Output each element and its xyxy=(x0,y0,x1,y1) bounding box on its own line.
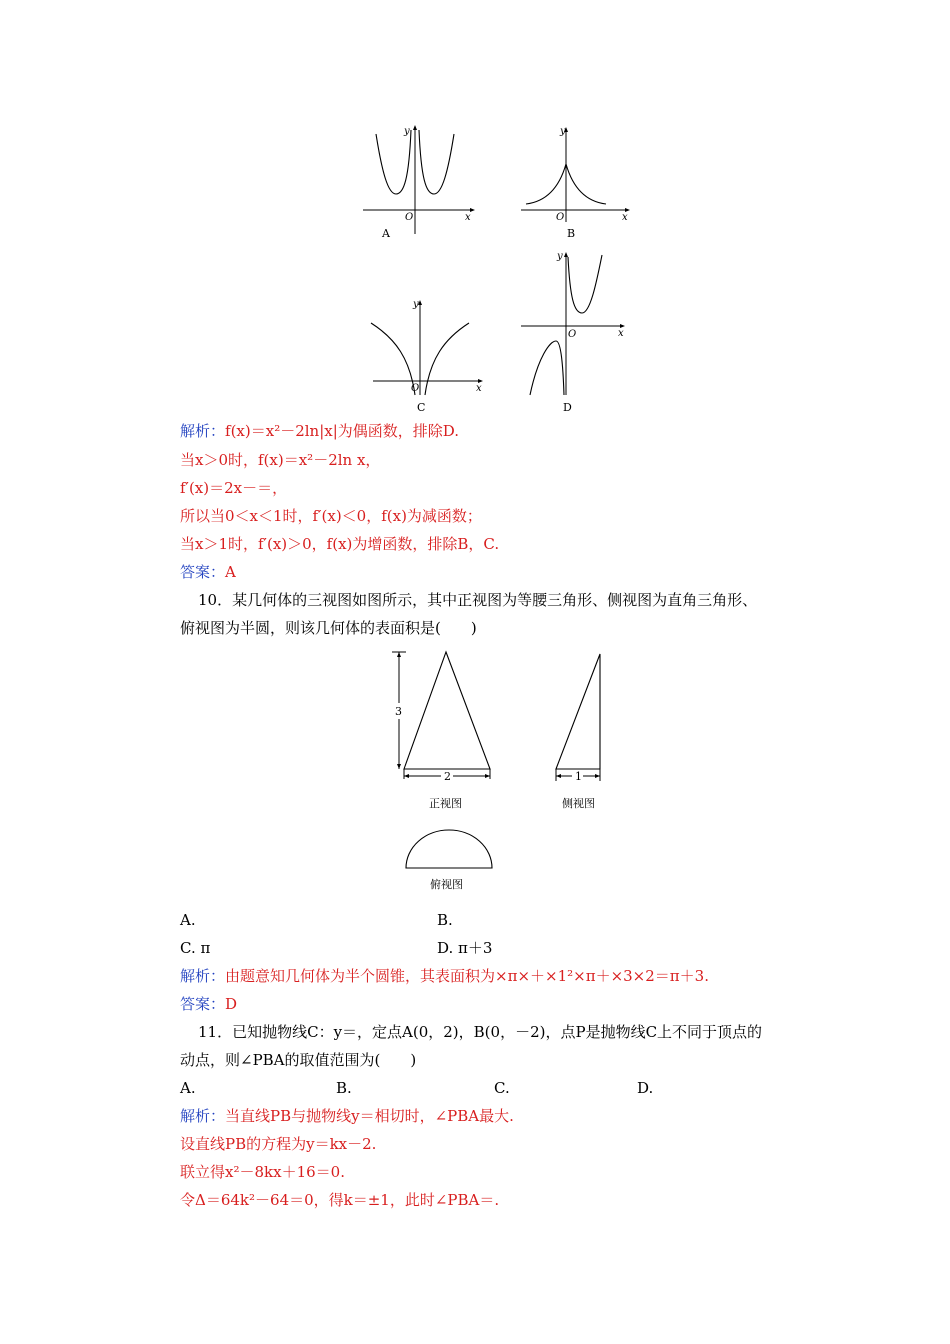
graph-a-origin: O xyxy=(405,212,414,223)
graph-d xyxy=(518,245,638,413)
q9-analysis-line1 xyxy=(180,421,459,441)
q11-analysis-line2: 设直线PB的方程为y＝kx－2. xyxy=(180,1135,377,1153)
q9-analysis-text1: f(x)＝x²－2ln|x|为偶函数，排除D. xyxy=(225,422,460,440)
side-view xyxy=(550,645,620,815)
q11-option-a[interactable]: A. xyxy=(180,1079,196,1097)
q9-analysis-line5: 当x＞1时，f′(x)＞0，f(x)为增函数，排除B，C. xyxy=(180,535,500,553)
graph-b-y-label: y xyxy=(560,126,566,137)
top-view-caption: 俯视图 xyxy=(430,878,463,891)
q10-answer-label: 答案： xyxy=(180,995,226,1013)
graph-c xyxy=(368,295,493,415)
graph-c-y-label: y xyxy=(413,299,419,310)
front-width-label: 2 xyxy=(444,770,451,783)
q9-answer xyxy=(180,562,236,582)
q10-option-d[interactable]: D. π＋3 xyxy=(437,939,493,957)
graph-c-origin: O xyxy=(411,383,420,394)
top-view xyxy=(400,822,500,894)
q10-answer xyxy=(180,994,237,1014)
q10-analysis-text: 由题意知几何体为半个圆锥，其表面积为×π×＋×1²×π＋×3×2＝π＋3. xyxy=(225,967,709,985)
q10-answer-value: D xyxy=(225,995,238,1013)
q11-option-b[interactable]: B. xyxy=(336,1079,352,1097)
q10-option-c[interactable]: C. π xyxy=(180,939,211,957)
graph-d-caption: D xyxy=(563,401,572,414)
graph-d-origin: O xyxy=(568,329,577,340)
graph-c-caption: C xyxy=(417,401,426,414)
q11-option-c[interactable]: C. xyxy=(494,1079,510,1097)
q9-answer-value: A xyxy=(225,563,236,581)
q11-analysis-text1: 当直线PB与抛物线y＝相切时，∠PBA最大. xyxy=(225,1107,514,1125)
front-view xyxy=(384,645,504,815)
q10-analysis-label: 解析： xyxy=(180,967,226,985)
q10-option-b[interactable]: B. xyxy=(437,911,453,929)
graph-a-caption: A xyxy=(382,227,390,240)
q11-stem-line2: 动点，则∠PBA的取值范围为( ) xyxy=(180,1051,417,1069)
graph-a xyxy=(360,122,480,240)
graph-d-y-label: y xyxy=(557,251,563,262)
q9-analysis-line2: 当x＞0时，f(x)＝x²－2ln x， xyxy=(180,451,381,469)
graph-a-x-label: x xyxy=(465,212,471,223)
q10-analysis xyxy=(180,966,709,986)
graph-a-y-label: y xyxy=(404,126,410,137)
q10-stem-line2: 俯视图为半圆，则该几何体的表面积是( ) xyxy=(180,619,477,637)
q10-stem-line1: 10．某几何体的三视图如图所示，其中正视图为等腰三角形、侧视图为直角三角形、 xyxy=(198,591,758,609)
q9-analysis-label: 解析： xyxy=(180,422,226,440)
q11-option-d[interactable]: D. xyxy=(637,1079,654,1097)
q10-option-a[interactable]: A. xyxy=(180,911,196,929)
graph-b-x-label: x xyxy=(622,212,628,223)
q9-analysis-line4: 所以当0＜x＜1时，f′(x)＜0，f(x)为减函数； xyxy=(180,507,482,525)
q9-analysis-line3: f′(x)＝2x－＝， xyxy=(180,479,288,497)
graph-b-caption: B xyxy=(567,227,576,240)
graph-c-x-label: x xyxy=(476,383,482,394)
q11-analysis-line1 xyxy=(180,1106,514,1126)
side-view-caption: 侧视图 xyxy=(562,797,595,810)
q9-answer-label: 答案： xyxy=(180,563,226,581)
front-view-caption: 正视图 xyxy=(429,797,462,810)
side-width-label: 1 xyxy=(575,770,582,783)
front-height-label: 3 xyxy=(395,705,402,718)
q11-analysis-label: 解析： xyxy=(180,1107,226,1125)
graph-b-origin: O xyxy=(556,212,565,223)
graph-d-x-label: x xyxy=(618,328,624,339)
graph-b xyxy=(518,122,638,240)
q11-analysis-line3: 联立得x²－8kx＋16＝0. xyxy=(180,1163,345,1181)
q11-analysis-line4: 令Δ＝64k²－64＝0，得k＝±1，此时∠PBA＝. xyxy=(180,1191,500,1209)
q11-stem-line1: 11．已知抛物线C：y＝，定点A(0，2)，B(0，－2)，点P是抛物线C上不同于顶点的 xyxy=(198,1023,763,1041)
